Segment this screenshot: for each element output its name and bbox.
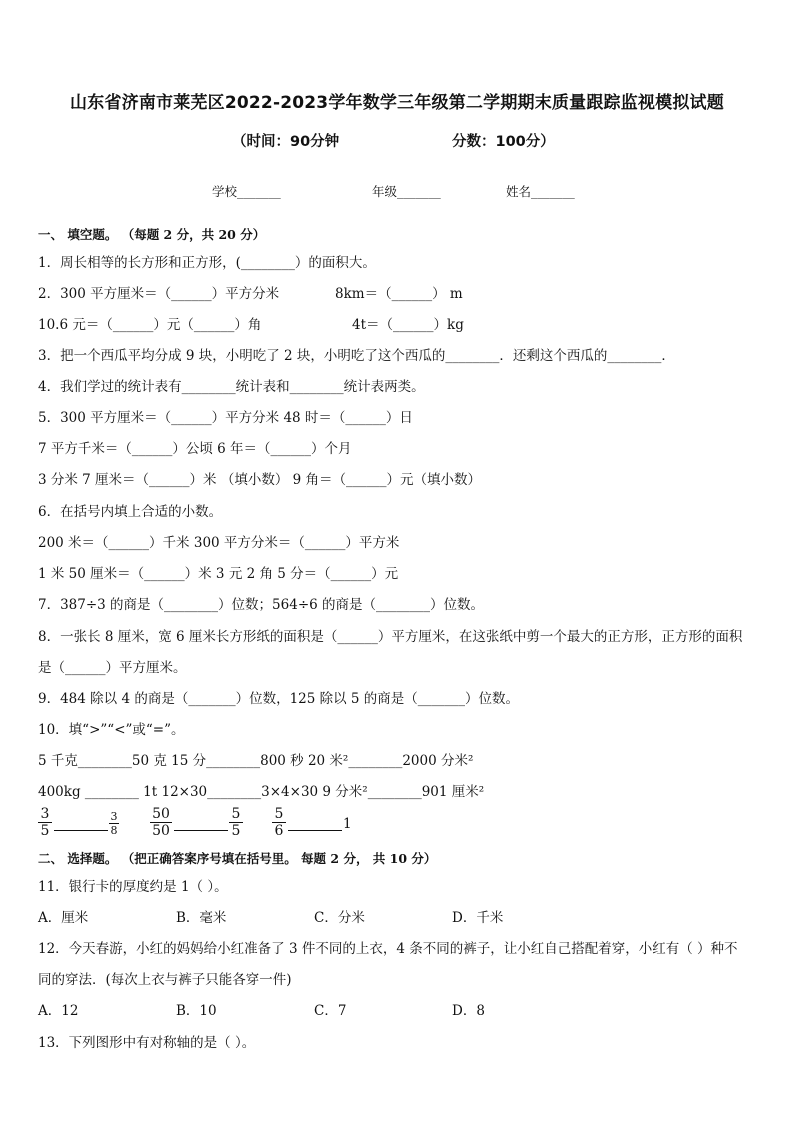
name-field: 姓名_______ xyxy=(506,184,575,199)
q12-option-d: D．8 xyxy=(452,1003,485,1019)
q10-row1: 5 千克________50 克 15 分________800 秒 20 米²________2000 分米² xyxy=(38,753,474,769)
q3: 3．把一个西瓜平均分成 9 块，小明吃了 2 块，小明吃了这个西瓜的________．还剩这个西瓜的________． xyxy=(38,348,675,364)
q11-option-d: D．千米 xyxy=(452,910,504,926)
q12-option-a: A．12 xyxy=(38,1003,79,1019)
q7: 7．387÷3 的商是（________）位数；564÷6 的商是（________）位数。 xyxy=(38,597,485,613)
q11: 11．银行卡的厚度约是 1（ ）。 xyxy=(38,879,228,895)
exam-score: 分数：100分） xyxy=(452,134,555,150)
answer-blank xyxy=(288,830,342,831)
exam-title: 山东省济南市莱芜区2022-2023学年数学三年级第二学期期末质量跟踪监视模拟试题 xyxy=(70,93,724,113)
q12-option-c: C．7 xyxy=(314,1003,347,1019)
school-field: 学校_______ xyxy=(212,184,281,199)
answer-blank xyxy=(54,830,108,831)
fraction-5-5: $\frac{5}{5}$ xyxy=(229,806,243,839)
grade-field: 年级_______ xyxy=(372,184,441,199)
q8-line2: 是（______）平方厘米。 xyxy=(38,660,187,676)
q1: 1．周长相等的长方形和正方形，(________）的面积大。 xyxy=(38,255,376,271)
section1-heading: 一、 填空题。 （每题 2 分，共 20 分） xyxy=(38,227,266,242)
q11-option-c: C．分米 xyxy=(314,910,365,926)
fraction-5-6: $\frac{5}{6}$ xyxy=(272,806,286,839)
q2-d: 4t＝（______）kg xyxy=(352,317,464,333)
q5-c: 3 分米 7 厘米＝（______）米 （填小数） 9 角＝（______）元（填小数） xyxy=(38,472,482,488)
fraction-3-8: $\frac{3}{8}$ xyxy=(110,810,118,837)
q6: 6．在括号内填上合适的小数。 xyxy=(38,504,223,520)
q5-a: 5．300 平方厘米＝（______）平方分米 48 时＝（______）日 xyxy=(38,410,413,426)
q6-b: 1 米 50 厘米＝（______）米 3 元 2 角 5 分＝（______）元 xyxy=(38,566,399,582)
fraction-50-50: $\frac{50}{50}$ xyxy=(150,806,172,839)
fraction-3-5: $\frac{3}{5}$ xyxy=(38,806,52,839)
q13: 13．下列图形中有对称轴的是（ ）。 xyxy=(38,1035,256,1051)
q12-line2: 同的穿法．(每次上衣与裤子只能各穿一件) xyxy=(38,972,292,988)
q5-b: 7 平方千米＝（______）公顷 6 年＝（______）个月 xyxy=(38,441,352,457)
q12-option-b: B．10 xyxy=(176,1003,217,1019)
q6-a: 200 米＝（______）千米 300 平方分米＝（______）平方米 xyxy=(38,535,400,551)
q10: 10．填“>”“<”或“=”。 xyxy=(38,722,185,738)
answer-blank xyxy=(174,830,228,831)
q2-c: 10.6 元＝（______）元（______）角 xyxy=(38,317,262,333)
q2-a: 2．300 平方厘米＝（______）平方分米 xyxy=(38,286,280,302)
q11-option-a: A．厘米 xyxy=(38,910,89,926)
number-1: 1 xyxy=(343,816,352,832)
q4: 4．我们学过的统计表有________统计表和________统计表两类。 xyxy=(38,379,425,395)
q10-row2: 400kg ________ 1t 12×30________3×4×30 9 分米²________901 厘米² xyxy=(38,784,485,800)
exam-time: （时间：90分钟 xyxy=(232,134,340,150)
q8-line1: 8．一张长 8 厘米，宽 6 厘米长方形纸的面积是（______）平方厘米，在这张纸中剪一个最大的正方形，正方形的面积 xyxy=(38,629,743,645)
q2-b: 8km＝（______） m xyxy=(335,286,463,302)
q11-option-b: B．毫米 xyxy=(176,910,227,926)
q12-line1: 12．今天春游，小红的妈妈给小红准备了 3 件不同的上衣，4 条不同的裤子，让小红自己搭配着穿，小红有（ ）种不 xyxy=(38,941,738,957)
section2-heading: 二、 选择题。 （把正确答案序号填在括号里。 每题 2 分， 共 10 分） xyxy=(38,851,437,866)
q9: 9．484 除以 4 的商是（_______）位数，125 除以 5 的商是（_______）位数。 xyxy=(38,691,520,707)
